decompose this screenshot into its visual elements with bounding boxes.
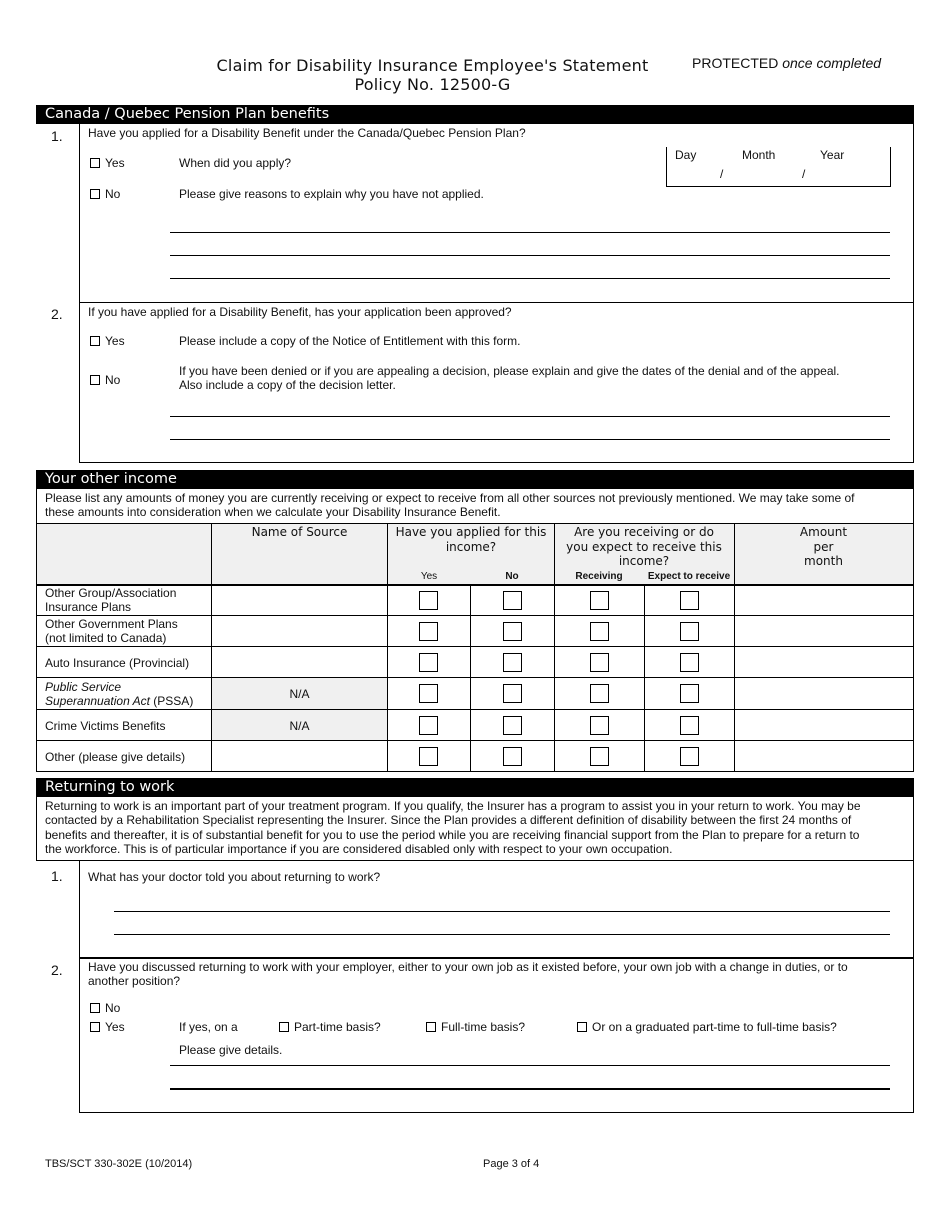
income-intro-line2: these amounts into consideration when we calculate your Disability Insurance Benefit. xyxy=(45,505,501,519)
section-header-cpp: Canada / Quebec Pension Plan benefits xyxy=(36,105,914,124)
date-field-bottom xyxy=(666,186,891,187)
rtw-q2-yes-label: Yes xyxy=(105,1020,125,1034)
row4-expect-checkbox[interactable] xyxy=(680,684,699,703)
row1-label-l2: Insurance Plans xyxy=(45,600,132,614)
row6-receiving-checkbox[interactable] xyxy=(590,747,609,766)
row3-amount-input[interactable] xyxy=(735,647,913,677)
row6-applied-no-checkbox[interactable] xyxy=(503,747,522,766)
row4-label-italic: Superannuation Act xyxy=(45,694,150,708)
cpp-q2-yes-label: Yes xyxy=(105,334,125,348)
row4-label-rest: (PSSA) xyxy=(149,694,194,708)
row3-receiving-checkbox[interactable] xyxy=(590,653,609,672)
row1-receiving-checkbox[interactable] xyxy=(590,591,609,610)
form-title-line1: Claim for Disability Insurance Employee's Statement xyxy=(216,56,649,75)
row5-amount-input[interactable] xyxy=(735,710,913,740)
date-day-label: Day xyxy=(675,148,697,162)
row3-source-input[interactable] xyxy=(212,647,387,677)
row5-expect-checkbox[interactable] xyxy=(680,716,699,735)
date-month-label: Month xyxy=(742,148,776,162)
cpp-q1-number: 1. xyxy=(51,128,63,144)
cpp-q1-question: Have you applied for a Disability Benefit under the Canada/Quebec Pension Plan? xyxy=(88,126,526,140)
row4-amount-input[interactable] xyxy=(735,678,913,708)
part-time-checkbox[interactable] xyxy=(279,1022,289,1032)
row3-label: Auto Insurance (Provincial) xyxy=(45,656,190,670)
graduated-checkbox[interactable] xyxy=(577,1022,587,1032)
date-separator-1: / xyxy=(720,167,724,181)
row2-expect-checkbox[interactable] xyxy=(680,622,699,641)
cpp-q1-no-checkbox[interactable] xyxy=(90,189,100,199)
date-field-right xyxy=(890,147,891,187)
reason-line-2[interactable] xyxy=(170,255,890,256)
row4-applied-yes-checkbox[interactable] xyxy=(419,684,438,703)
col-header-yes: Yes xyxy=(420,571,438,582)
row6-source-input[interactable] xyxy=(212,741,387,771)
col-header-applied-l2: income? xyxy=(445,539,497,554)
col-header-amount-l3: month xyxy=(804,554,843,568)
rtw-q2-no-label: No xyxy=(105,1001,121,1015)
row4-label-l1: Public Service xyxy=(45,680,122,694)
row1-expect-checkbox[interactable] xyxy=(680,591,699,610)
row2-source-input[interactable] xyxy=(212,616,387,646)
cpp-q2-yes-checkbox[interactable] xyxy=(90,336,100,346)
full-time-checkbox[interactable] xyxy=(426,1022,436,1032)
graduated-label: Or on a graduated part-time to full-time basis? xyxy=(592,1020,837,1034)
row2-amount-input[interactable] xyxy=(735,616,913,646)
rtw-intro-line4: the workforce. This is of particular importance if you are considered disabled only with respect to your own occupation. xyxy=(45,842,673,856)
row5-label: Crime Victims Benefits xyxy=(45,719,166,733)
form-title xyxy=(190,56,675,94)
row1-amount-input[interactable] xyxy=(735,585,913,615)
date-year-label: Year xyxy=(820,148,845,162)
income-row-label xyxy=(45,680,193,708)
cpp-q2-no-prompt-line2: Also include a copy of the decision letter. xyxy=(179,378,396,392)
details-line-1[interactable] xyxy=(170,1065,890,1066)
col-header-no: No xyxy=(505,571,519,582)
row2-label-l2: (not limited to Canada) xyxy=(45,631,167,645)
rtw-q2-number: 2. xyxy=(51,962,63,978)
col-header-receiving-l2: you expect to receive this xyxy=(566,539,722,554)
row5-applied-yes-checkbox[interactable] xyxy=(419,716,438,735)
row6-applied-yes-checkbox[interactable] xyxy=(419,747,438,766)
part-time-label: Part-time basis? xyxy=(294,1020,381,1034)
cpp-q1-no-prompt: Please give reasons to explain why you have not applied. xyxy=(179,187,484,201)
cpp-q2-number: 2. xyxy=(51,306,63,322)
reason-line-3[interactable] xyxy=(170,278,890,279)
cpp-q2-question: If you have applied for a Disability Benefit, has your application been approved? xyxy=(88,305,512,319)
rtw-intro-line3: benefits and thereafter, it is of substantial benefit for you to use the period while you are receiving financial support from the Plan to prepare for a return to xyxy=(45,828,860,842)
col-header-receiving-l3: income? xyxy=(618,554,670,568)
row3-applied-yes-checkbox[interactable] xyxy=(419,653,438,672)
protected-notice xyxy=(692,55,881,71)
col-header-amount xyxy=(734,525,913,569)
row1-label-l1: Other Group/Association xyxy=(45,586,177,600)
col-header-receiving: Receiving xyxy=(575,571,623,582)
section-header-income: Your other income xyxy=(36,470,914,489)
income-row-label xyxy=(45,617,178,645)
doctor-answer-line-1[interactable] xyxy=(114,911,890,912)
protected-suffix: once completed xyxy=(782,55,882,71)
row4-applied-no-checkbox[interactable] xyxy=(503,684,522,703)
rtw-q2-question-line1: Have you discussed returning to work with your employer, either to your own job as it existed before, your own job with a change in duties, or to xyxy=(88,960,848,974)
cpp-q2-no-label: No xyxy=(105,373,121,387)
rtw-q2-question-line2: another position? xyxy=(88,974,181,988)
row4-source-value: N/A xyxy=(289,687,310,701)
row3-applied-no-checkbox[interactable] xyxy=(503,653,522,672)
row4-label-l2 xyxy=(45,694,193,708)
cpp-q1-yes-checkbox[interactable] xyxy=(90,158,100,168)
row6-expect-checkbox[interactable] xyxy=(680,747,699,766)
cpp-q1-no-label: No xyxy=(105,187,121,201)
section-header-rtw: Returning to work xyxy=(36,778,914,797)
col-divider-2 xyxy=(387,523,388,771)
row1-source-input[interactable] xyxy=(212,585,387,615)
doctor-answer-line-2[interactable] xyxy=(114,934,890,935)
col-header-amount-l1: Amount xyxy=(799,525,848,539)
row5-applied-no-checkbox[interactable] xyxy=(503,716,522,735)
form-identifier: TBS/SCT 330-302E (10/2014) xyxy=(45,1158,193,1170)
cpp-q2-no-checkbox[interactable] xyxy=(90,375,100,385)
cpp-q2-no-prompt-line1: If you have been denied or if you are appealing a decision, please explain and give the dates of the denial and of the appeal. xyxy=(179,364,840,378)
cpp-q2-yes-prompt: Please include a copy of the Notice of Entitlement with this form. xyxy=(179,334,521,348)
rtw-q1-number: 1. xyxy=(51,868,63,884)
cpp-q1-yes-label: Yes xyxy=(105,156,125,170)
rtw-q2-no-checkbox[interactable] xyxy=(90,1003,100,1013)
row5-source-value: N/A xyxy=(289,719,310,733)
protected-label: PROTECTED xyxy=(692,55,779,71)
col-divider-4 xyxy=(554,523,555,771)
full-time-label: Full-time basis? xyxy=(441,1020,526,1034)
row2-receiving-checkbox[interactable] xyxy=(590,622,609,641)
rtw-intro-line1: Returning to work is an important part of your treatment program. If you qualify, the Insurer has a program to assist you in your return to work. You may be xyxy=(45,799,861,813)
row5-receiving-checkbox[interactable] xyxy=(590,716,609,735)
income-row-label xyxy=(45,586,176,614)
page-number: Page 3 of 4 xyxy=(483,1158,540,1170)
details-line-2[interactable] xyxy=(170,1088,890,1090)
row6-amount-input[interactable] xyxy=(735,741,913,771)
rtw-q1-question: What has your doctor told you about returning to work? xyxy=(88,870,381,884)
col-header-source: Name of Source xyxy=(251,525,348,539)
row2-applied-yes-checkbox[interactable] xyxy=(419,622,438,641)
col-header-applied-l1: Have you applied for this xyxy=(395,525,547,539)
row1-applied-no-checkbox[interactable] xyxy=(503,591,522,610)
rtw-q2-if-yes: If yes, on a xyxy=(179,1020,238,1034)
appeal-line-1[interactable] xyxy=(170,416,890,417)
col-header-receiving-group xyxy=(554,525,734,569)
income-intro-line1: Please list any amounts of money you are currently receiving or expect to receive from all other sources not previously mentioned. We may take some of xyxy=(45,491,855,505)
col-header-receiving-l1: Are you receiving or do xyxy=(574,525,714,539)
cpp-q1-box xyxy=(79,124,914,303)
rtw-q2-details-label: Please give details. xyxy=(179,1043,283,1057)
date-separator-2: / xyxy=(802,167,806,181)
row2-applied-no-checkbox[interactable] xyxy=(503,622,522,641)
row2-label-l1: Other Government Plans xyxy=(45,617,178,631)
policy-number: Policy No. 12500-G xyxy=(354,75,511,94)
cpp-q1-yes-prompt: When did you apply? xyxy=(179,156,292,170)
date-input[interactable] xyxy=(667,164,889,185)
rtw-intro-line2: contacted by a Rehabilitation Specialist representing the Insurer. Since the Plan provides a different definition of disability between the first 24 months of xyxy=(45,813,852,827)
col-header-expect: Expect to receive xyxy=(647,571,731,582)
rtw-q2-yes-checkbox[interactable] xyxy=(90,1022,100,1032)
row4-receiving-checkbox[interactable] xyxy=(590,684,609,703)
reason-line-1[interactable] xyxy=(170,232,890,233)
col-header-applied xyxy=(388,525,554,554)
appeal-line-2[interactable] xyxy=(170,439,890,440)
row3-expect-checkbox[interactable] xyxy=(680,653,699,672)
row6-label: Other (please give details) xyxy=(45,750,186,764)
row1-applied-yes-checkbox[interactable] xyxy=(419,591,438,610)
col-header-amount-l2: per xyxy=(813,539,834,554)
